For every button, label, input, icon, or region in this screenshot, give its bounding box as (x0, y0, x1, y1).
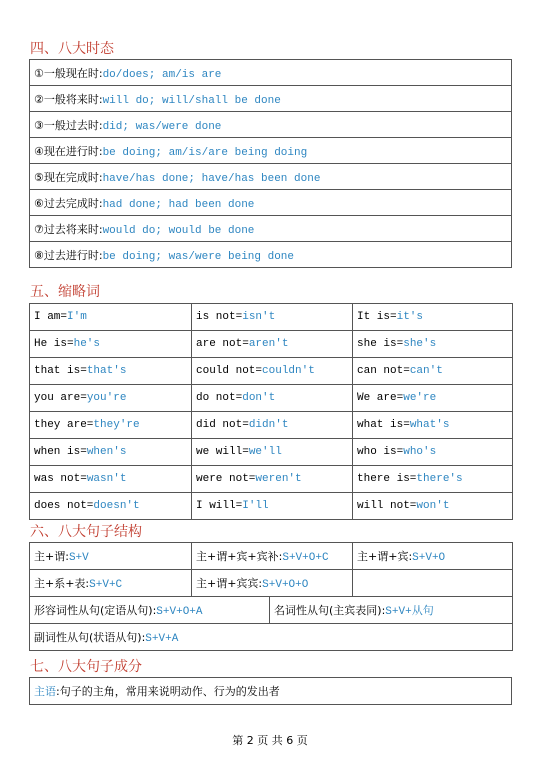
structure-label: 主+谓+宾+宾补: (196, 550, 283, 563)
structure-formula: S+V+O+A (156, 606, 203, 618)
structure-row-1 (30, 543, 513, 570)
tense-row (30, 112, 512, 138)
contraction-row (30, 331, 513, 358)
contraction-short-form: don't (242, 392, 276, 404)
tense-row (30, 164, 512, 190)
component-term: 主语 (34, 685, 56, 698)
component-row (30, 678, 512, 705)
contraction-short-form: when's (86, 446, 127, 458)
structure-label: 名词性从句(主宾表同): (274, 604, 386, 617)
section-title-structures: 六、八大句子结构 (30, 524, 142, 540)
contraction-phrase: It is= (357, 311, 397, 323)
contraction-phrase: were not= (196, 473, 256, 485)
tense-cell (30, 112, 512, 138)
structure-label: 主+谓+宾宾: (196, 577, 263, 590)
contraction-row (30, 304, 513, 331)
structure-label: 主+谓: (34, 550, 69, 563)
tense-label: ②一般将来时: (34, 92, 103, 106)
tense-cell (30, 216, 512, 242)
contraction-phrase: I am= (34, 311, 68, 323)
contraction-cell (30, 304, 192, 331)
structure-label: 副词性从句(状语从句): (34, 631, 146, 644)
structure-formula: S+V (68, 552, 89, 564)
tense-cell (30, 138, 512, 164)
structure-cell (192, 543, 353, 570)
tense-row (30, 138, 512, 164)
tense-cell (30, 242, 512, 268)
contraction-row (30, 439, 513, 466)
contraction-cell (192, 466, 353, 493)
structure-label: 主+系+表: (34, 577, 90, 590)
structure-formula: S+V+O+C (282, 552, 329, 564)
contraction-row (30, 493, 513, 520)
contraction-cell (353, 385, 513, 412)
contraction-short-form: wasn't (86, 473, 127, 485)
contraction-phrase: when is= (34, 446, 87, 458)
structure-row-2 (30, 570, 513, 597)
contraction-cell (353, 331, 513, 358)
section-title-components: 七、八大句子成分 (30, 659, 142, 675)
contraction-short-form: I'll (242, 500, 269, 512)
contraction-short-form: they're (93, 419, 140, 431)
page-footer: 第 2 页 共 6 页 (232, 734, 308, 747)
structures-table (29, 542, 513, 651)
contraction-short-form: isn't (242, 311, 276, 323)
contraction-short-form: she's (403, 338, 437, 350)
contraction-cell (192, 358, 353, 385)
component-definition: :句子的主角，常用来说明动作、行为的发出者 (56, 685, 280, 698)
contraction-short-form: can't (409, 365, 443, 377)
component-cell (30, 678, 512, 705)
contraction-phrase: what is= (357, 419, 410, 431)
contraction-phrase: does not= (34, 500, 94, 512)
tense-row (30, 242, 512, 268)
contraction-phrase: could not= (196, 365, 263, 377)
section-title-contractions: 五、缩略词 (30, 284, 100, 300)
contraction-cell (30, 358, 192, 385)
contraction-phrase: we will= (196, 446, 249, 458)
tense-formula: will do; will/shall be done (102, 94, 281, 107)
contraction-phrase: that is= (34, 365, 87, 377)
structure-cell (192, 570, 353, 597)
contraction-short-form: that's (86, 365, 127, 377)
contraction-phrase: are not= (196, 338, 249, 350)
structure-formula: S+V+O+O (262, 579, 309, 591)
contraction-cell (353, 493, 513, 520)
contraction-phrase: can not= (357, 365, 410, 377)
tense-cell (30, 190, 512, 216)
structure-row-4 (30, 624, 513, 651)
contraction-short-form: I'm (67, 311, 87, 323)
contraction-cell (30, 385, 192, 412)
structure-cell (30, 570, 192, 597)
contraction-cell (30, 466, 192, 493)
contraction-short-form: doesn't (93, 500, 140, 512)
tense-label: ⑧过去进行时: (34, 248, 103, 262)
tense-label: ③一般过去时: (34, 118, 103, 132)
tense-formula: do/does; am/is are (102, 68, 222, 81)
tense-label: ①一般现在时: (34, 66, 103, 80)
structure-cell (30, 543, 192, 570)
contraction-cell (353, 439, 513, 466)
structure-cell (30, 624, 513, 651)
tense-cell (30, 60, 512, 86)
tense-row (30, 60, 512, 86)
contraction-phrase: is not= (196, 311, 243, 323)
contraction-short-form: you're (86, 392, 127, 404)
contraction-short-form: won't (416, 500, 450, 512)
tense-formula: be doing; was/were being done (102, 250, 295, 263)
components-table (29, 677, 512, 705)
contraction-cell (192, 439, 353, 466)
contraction-phrase: she is= (357, 338, 404, 350)
contraction-phrase: who is= (357, 446, 404, 458)
contraction-row (30, 466, 513, 493)
contraction-phrase: they are= (34, 419, 94, 431)
contraction-phrase: We are= (357, 392, 404, 404)
tense-row (30, 190, 512, 216)
structure-formula: S+V+C (89, 579, 123, 591)
tense-label: ⑦过去将来时: (34, 222, 103, 236)
contraction-phrase: I will= (196, 500, 243, 512)
contraction-cell (353, 358, 513, 385)
structure-formula: S+V+A (145, 633, 179, 645)
contraction-cell (192, 385, 353, 412)
structure-cell (30, 597, 270, 624)
contraction-short-form: weren't (255, 473, 302, 485)
contraction-cell (192, 493, 353, 520)
structure-formula: S+V+从句 (385, 606, 434, 618)
structure-row-3 (30, 597, 513, 624)
contraction-row (30, 358, 513, 385)
contraction-short-form: he's (73, 338, 101, 350)
structure-cell (353, 543, 513, 570)
contraction-short-form: it's (396, 311, 424, 323)
contraction-short-form: we'll (248, 446, 282, 458)
structure-label: 主+谓+宾: (357, 550, 413, 563)
tense-formula: have/has done; have/has been done (102, 172, 321, 185)
contraction-cell (192, 331, 353, 358)
contraction-phrase: there is= (357, 473, 417, 485)
contraction-cell (30, 493, 192, 520)
contraction-short-form: what's (409, 419, 450, 431)
contraction-short-form: aren't (248, 338, 289, 350)
contraction-cell (192, 304, 353, 331)
structure-formula: S+V+O (412, 552, 446, 564)
contraction-cell (30, 439, 192, 466)
contraction-phrase: do not= (196, 392, 243, 404)
structure-label: 形容词性从句(定语从句): (34, 604, 157, 617)
tense-label: ⑤现在完成时: (34, 170, 103, 184)
contraction-cell (30, 412, 192, 439)
tense-formula: had done; had been done (102, 198, 255, 211)
tense-label: ⑥过去完成时: (34, 196, 103, 210)
contraction-cell (30, 331, 192, 358)
contraction-phrase: will not= (357, 500, 417, 512)
contraction-short-form: didn't (248, 419, 289, 431)
tense-formula: did; was/were done (102, 120, 222, 133)
contraction-cell (353, 466, 513, 493)
contraction-phrase: He is= (34, 338, 74, 350)
contraction-phrase: did not= (196, 419, 249, 431)
tense-formula: would do; would be done (102, 224, 255, 237)
tense-row (30, 86, 512, 112)
tense-formula: be doing; am/is/are being doing (102, 146, 308, 159)
structure-cell (270, 597, 513, 624)
contraction-cell (192, 412, 353, 439)
tenses-table (29, 59, 512, 268)
contraction-short-form: there's (416, 473, 463, 485)
contraction-cell (353, 304, 513, 331)
contraction-short-form: couldn't (262, 365, 315, 377)
structure-cell-empty (353, 570, 513, 597)
contraction-short-form: we're (403, 392, 437, 404)
contractions-table (29, 303, 513, 520)
tense-row (30, 216, 512, 242)
contraction-short-form: who's (403, 446, 437, 458)
tense-cell (30, 86, 512, 112)
contraction-phrase: you are= (34, 392, 87, 404)
tense-cell (30, 164, 512, 190)
contraction-row (30, 385, 513, 412)
contraction-cell (353, 412, 513, 439)
section-title-tenses: 四、八大时态 (30, 41, 114, 57)
tense-label: ④现在进行时: (34, 144, 103, 158)
contraction-phrase: was not= (34, 473, 87, 485)
contraction-row (30, 412, 513, 439)
